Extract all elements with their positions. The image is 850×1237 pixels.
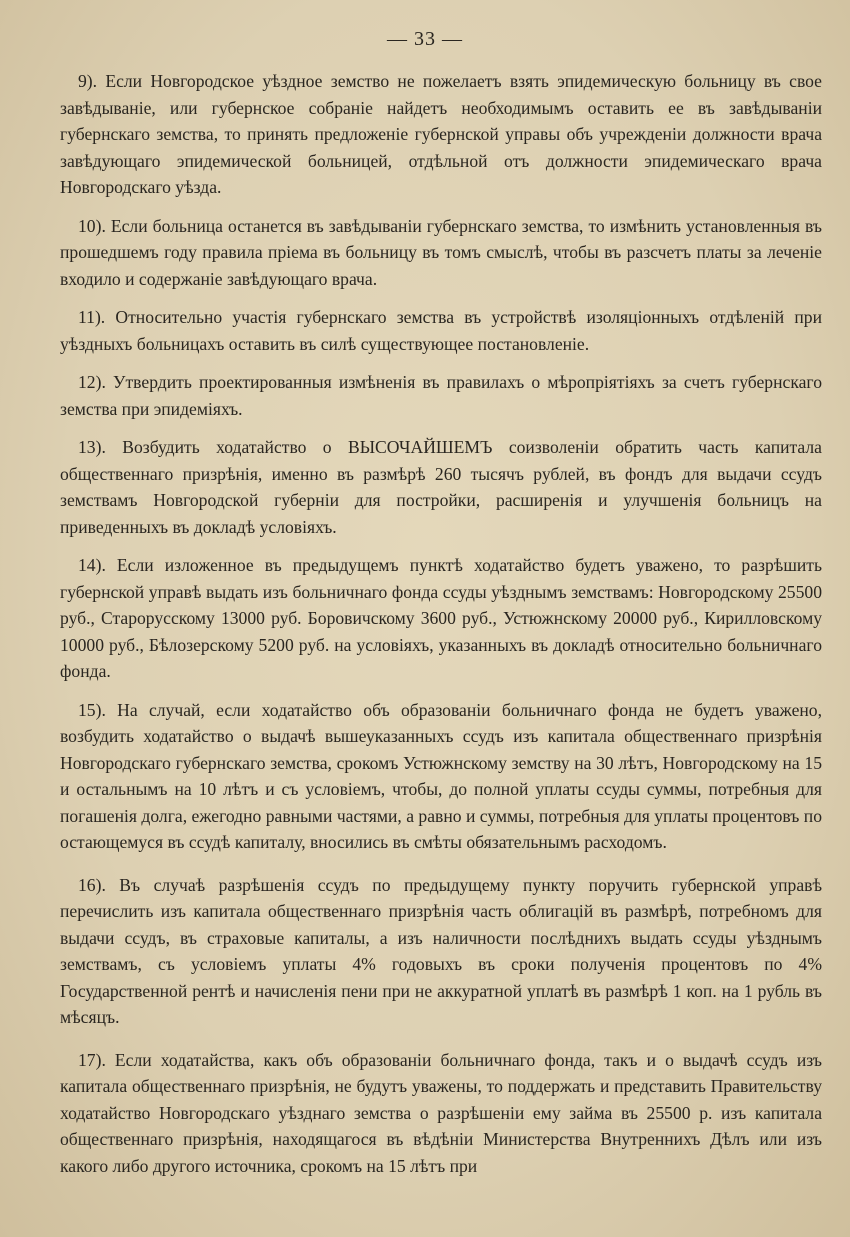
text-body — [60, 68, 822, 1191]
paragraph-11: 11). Относительно участія губернскаго земства въ устройствѣ изоляціонныхъ отдѣленій при уѣздныхъ больницахъ оставить въ силѣ существующее постановленіе. — [60, 307, 822, 354]
paragraph-17: 17). Если ходатайства, какъ объ образованіи больничнаго фонда, такъ и о выдачѣ ссудъ изъ капитала общественнаго призрѣнія, не будутъ уважены, то поддержать и представить Правительству ходатайство Новгородскаго уѣзднаго земства о разрѣшеніи ему займа въ 25500 р. изъ капитала общественнаго призрѣнія, находящагося въ вѣдѣніи Министерства Внутреннихъ Дѣлъ или изъ какого либо другого источника, срокомъ на 15 лѣтъ при — [60, 1049, 822, 1176]
paragraph-16: 16). Въ случаѣ разрѣшенія ссудъ по предыдущему пункту поручить губернской управѣ перечислить изъ капитала общественнаго призрѣнія часть облигацій въ размѣрѣ, потребномъ для выдачи ссудъ, въ страховые капиталы, а изъ наличности послѣднихъ выдать ссуды уѣзднымъ земствамъ, съ условіемъ уплаты 4% годовыхъ въ сроки полученія процентовъ по 4% Государственной рентѣ и начисленія пени при не аккуратной уплатѣ въ размѣрѣ 1 коп. на 1 рубль въ мѣсяцъ. — [60, 874, 822, 1027]
paragraph-9: 9). Если Новгородское уѣздное земство не пожелаетъ взять эпидемическую больницу въ свое завѣдываніе, или губернское собраніе найдетъ необходимымъ оставить ее въ завѣдываніи губернскаго земства, то принять предложеніе губернской управы объ учрежденіи должности врача завѣдующаго эпидемической больницей, отдѣльной отъ должности эпидемическаго врача Новгородскаго уѣзда. — [60, 71, 822, 197]
paragraph-15: 15). На случай, если ходатайство объ образованіи больничнаго фонда не будетъ уважено, возбудить ходатайство о выдачѣ вышеуказанныхъ ссудъ изъ капитала общественнаго призрѣнія Новгородскаго губернскаго земства, срокомъ Устюжнскому земству на 30 лѣтъ, Новгородскому на 15 и остальнымъ на 10 лѣтъ и съ условіемъ, чтобы, до полной уплаты ссуды суммы, потребныя для погашенія долга, ежегодно равными частями, а равно и суммы, потребныя для уплаты процентовъ по остающемуся въ ссудѣ капиталу, вносились въ смѣты обязательнымъ расходомъ. — [60, 699, 822, 852]
paragraph-12: 12). Утвердить проектированныя измѣненія въ правилахъ о мѣропріятіяхъ за счетъ губернскаго земства при эпидеміяхъ. — [60, 372, 822, 419]
paragraph-13: 13). Возбудить ходатайство о ВЫСОЧАЙШЕМЪ соизволеніи обратить часть капитала общественнаго призрѣнія, именно въ размѣрѣ 260 тысячъ рублей, въ фондъ для выдачи ссудъ земствамъ Новгородской губерніи для постройки, расширенія и улучшенія больницъ на приведенныхъ въ докладѣ условіяхъ. — [60, 437, 822, 537]
paragraph-10: 10). Если больница останется въ завѣдываніи губернскаго земства, то измѣнить установленныя въ прошедшемъ году правила пріема въ больницу въ томъ смыслѣ, чтобы въ разсчетъ платы за леченіе входило и содержаніе завѣдующаго врача. — [60, 215, 822, 289]
page-number: — 33 — — [387, 28, 463, 50]
paragraph-14: 14). Если изложенное въ предыдущемъ пунктѣ ходатайство будетъ уважено, то разрѣшить губернской управѣ выдать изъ больничнаго фонда ссуды уѣзднымъ земствамъ: Новгородскому 25500 руб., Староруcскому 13000 руб. Боровичскому 3600 руб., Устюжнскому 20000 руб., Кирилловскому 10000 руб., Бѣлозерскому 5200 руб. на условіяхъ, указанныхъ въ докладѣ относительно больничнаго фонда. — [60, 555, 822, 681]
